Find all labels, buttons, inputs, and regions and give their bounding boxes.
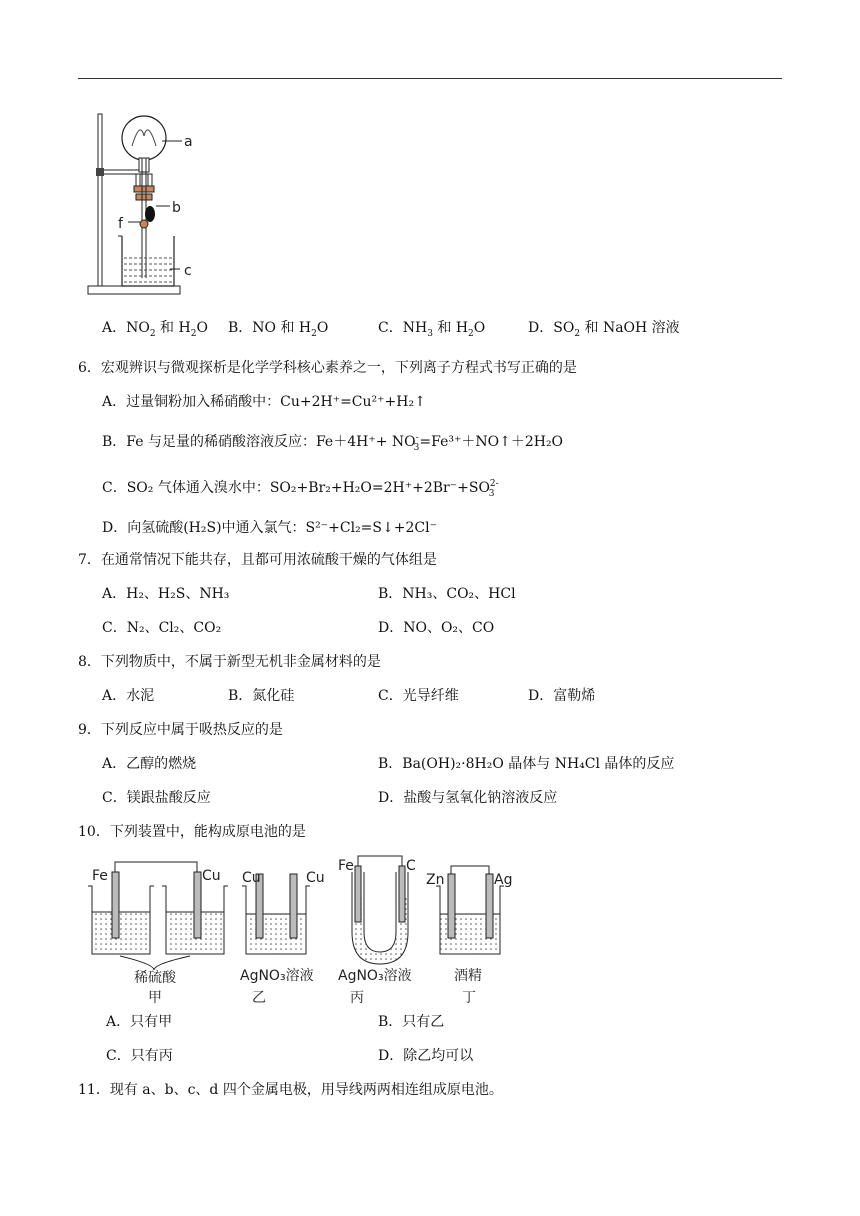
q7-stem: 7．在通常情况下能共存，且都可用浓硫酸干燥的气体组是 [78,552,437,568]
q6-option-c[interactable]: C．SO₂ 气体通入溴水中：$SO_2+Br_2+H_2O=2H^++2Br^-+SO^{2-}_3$ [102,479,499,499]
label-b: b [172,200,181,216]
label-f: f [118,216,123,232]
cell-ding [426,866,512,1006]
q9-option-b[interactable]: B．Ba(OH)₂·8H₂O 晶体与 NH₄Cl 晶体的反应 [378,756,675,772]
q6-option-b[interactable]: B．Fe 与足量的稀硝酸溶液反应：$Fe+4H^++ NO^-_3=Fe^{3+}+NO↑+2H_2O$ [102,433,564,453]
q5-option-a[interactable]: A．$NO_2$ 和 $H_2O$ [102,320,208,339]
q9-option-c[interactable]: C．镁跟盐酸反应 [102,790,211,806]
yi-name-label: 乙 [252,990,266,1006]
q8-option-b[interactable]: B．氮化硅 [228,688,295,704]
q7-option-a[interactable]: A．H₂、H₂S、NH₃ [102,586,230,602]
q5-option-d[interactable]: D．$SO_2$ 和 NaOH 溶液 [528,320,680,339]
label-a: a [184,134,193,150]
fountain-apparatus-figure [84,108,214,300]
header-rule [78,78,782,79]
q6-option-a[interactable]: A．过量铜粉加入稀硝酸中：Cu+2H⁺=Cu²⁺+H₂↑ [102,394,426,410]
ding-right-label: Ag [494,872,513,888]
jia-left-label: Fe [92,868,108,884]
ding-left-label: Zn [426,872,445,888]
yi-left-label: Cu [242,870,261,886]
q8-stem: 8．下列物质中，不属于新型无机非金属材料的是 [78,654,381,670]
q11-stem: 11．现有 a、b、c、d 四个金属电极，用导线两两相连组成原电池。 [78,1082,503,1098]
jia-solution-label: 稀硫酸 [134,970,176,986]
q9-option-a[interactable]: A．乙醇的燃烧 [102,756,197,772]
q6-stem: 6．宏观辨识与微观探析是化学学科核心素养之一，下列离子方程式书写正确的是 [78,360,577,376]
bing-solution-label: AgNO₃溶液 [338,968,412,984]
cell-yi [240,870,325,1006]
q9-stem: 9．下列反应中属于吸热反应的是 [78,722,283,738]
q5-option-c[interactable]: C．$NH_3$ 和 $H_2O$ [378,320,486,339]
q10-stem: 10．下列装置中，能构成原电池的是 [78,824,306,840]
ding-name-label: 丁 [462,990,476,1006]
label-c: c [184,263,192,279]
q8-option-a[interactable]: A．水泥 [102,688,155,704]
cell-bing [338,856,416,1006]
q10-option-d[interactable]: D．除乙均可以 [378,1048,474,1064]
yi-solution-label: AgNO₃溶液 [240,968,314,984]
q7-option-b[interactable]: B．NH₃、CO₂、HCl [378,586,516,602]
q8-option-d[interactable]: D．富勒烯 [528,688,596,704]
q10-option-c[interactable]: C．只有丙 [106,1048,173,1064]
ding-solution-label: 酒精 [454,968,482,984]
q10-option-a[interactable]: A．只有甲 [106,1014,173,1030]
yi-right-label: Cu [306,870,325,886]
jia-right-label: Cu [202,868,221,884]
q7-option-d[interactable]: D．NO、O₂、CO [378,620,495,636]
q10-option-b[interactable]: B．只有乙 [378,1014,445,1030]
q5-option-b[interactable]: B．NO 和 $H_2O$ [228,320,329,339]
q8-option-c[interactable]: C．光导纤维 [378,688,459,704]
q9-option-d[interactable]: D．盐酸与氢氧化钠溶液反应 [378,790,558,806]
bing-name-label: 丙 [350,990,364,1006]
bing-right-label: C [406,858,416,874]
q6-option-d[interactable]: D．向氢硫酸(H₂S)中通入氯气：S²⁻+Cl₂=S↓+2Cl⁻ [102,520,437,536]
galvanic-cells-figure [84,852,524,1010]
q7-option-c[interactable]: C．N₂、Cl₂、CO₂ [102,620,222,636]
bing-left-label: Fe [338,858,354,874]
jia-name-label: 甲 [148,990,162,1006]
cell-jia [88,862,228,1006]
